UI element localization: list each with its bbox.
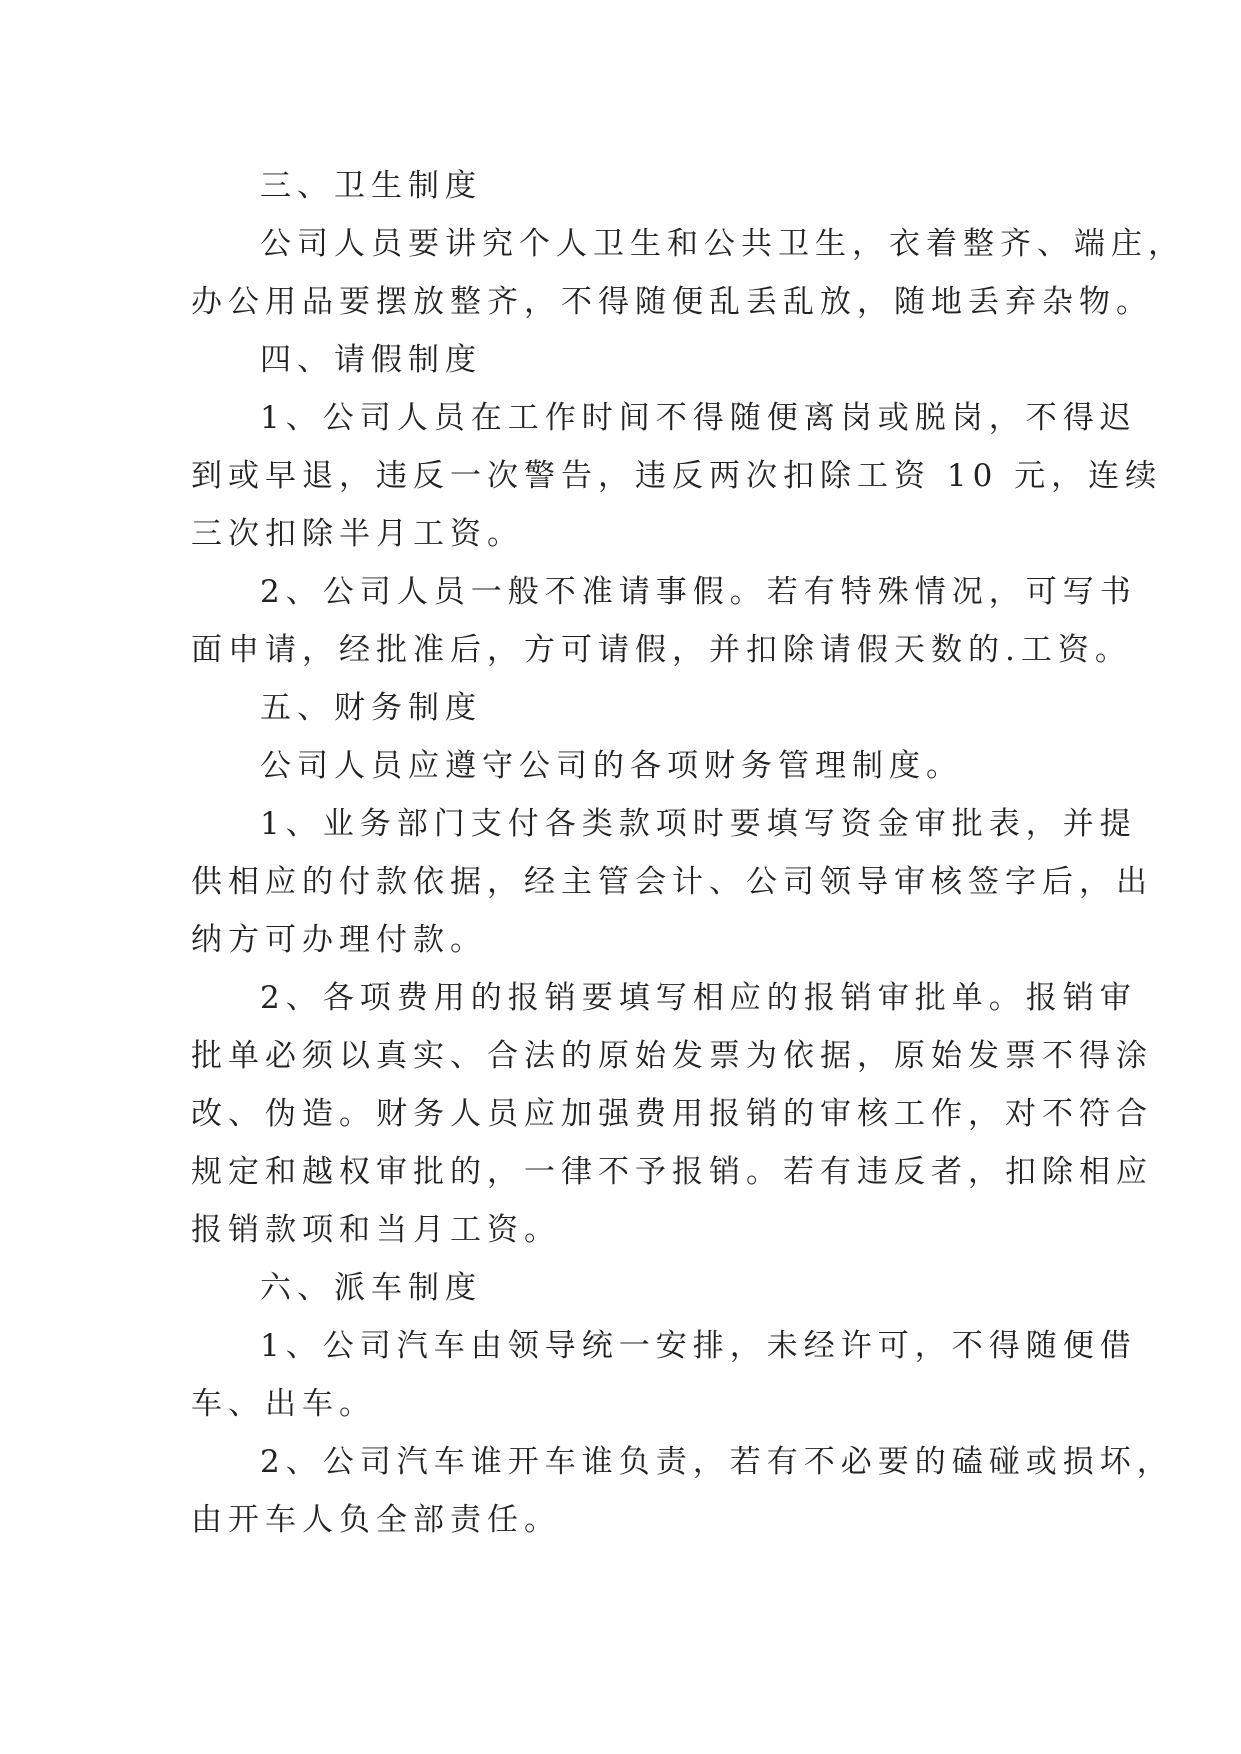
section-heading-vehicle: 六、派车制度 [260,1270,482,1306]
document-body [191,157,1185,1549]
paragraph-line: 规定和越权审批的，一律不予报销。若有违反者，扣除相应 [191,1154,1153,1190]
paragraph-line: 三次扣除半月工资。 [191,516,524,552]
paragraph-line: 2、公司人员一般不准请事假。若有特殊情况，可写书 [260,574,1137,610]
paragraph-line: 2、公司汽车谁开车谁负责，若有不必要的磕碰或损坏， [260,1444,1174,1480]
paragraph-line: 供相应的付款依据，经主管会计、公司领导审核签字后，出 [191,864,1153,900]
paragraph-line: 办公用品要摆放整齐，不得随便乱丢乱放，随地丢弃杂物。 [191,284,1153,320]
paragraph-line: 批单必须以真实、合法的原始发票为依据，原始发票不得涂 [191,1038,1153,1074]
paragraph-line: 到或早退，违反一次警告，违反两次扣除工资 10 元，连续 [191,458,1163,494]
section-heading-finance: 五、财务制度 [260,690,482,726]
paragraph-line: 改、伪造。财务人员应加强费用报销的审核工作，对不符合 [191,1096,1153,1132]
paragraph-line: 由开车人负全部责任。 [191,1502,561,1538]
paragraph-line: 公司人员要讲究个人卫生和公共卫生，衣着整齐、端庄， [260,226,1185,262]
paragraph-line: 报销款项和当月工资。 [191,1212,561,1248]
paragraph-line: 纳方可办理付款。 [191,922,487,958]
paragraph-line: 2、各项费用的报销要填写相应的报销审批单。报销审 [260,980,1137,1016]
paragraph-line: 1、业务部门支付各类款项时要填写资金审批表，并提 [260,806,1137,842]
section-heading-leave: 四、请假制度 [260,342,482,378]
section-heading-hygiene: 三、卫生制度 [260,168,482,204]
paragraph-line: 公司人员应遵守公司的各项财务管理制度。 [260,748,963,784]
paragraph-line: 车、出车。 [191,1386,376,1422]
paragraph-line: 面申请，经批准后，方可请假，并扣除请假天数的.工资。 [191,632,1132,668]
paragraph-line: 1、公司汽车由领导统一安排，未经许可，不得随便借 [260,1328,1137,1364]
paragraph-line: 1、公司人员在工作时间不得随便离岗或脱岗，不得迟 [260,400,1137,436]
